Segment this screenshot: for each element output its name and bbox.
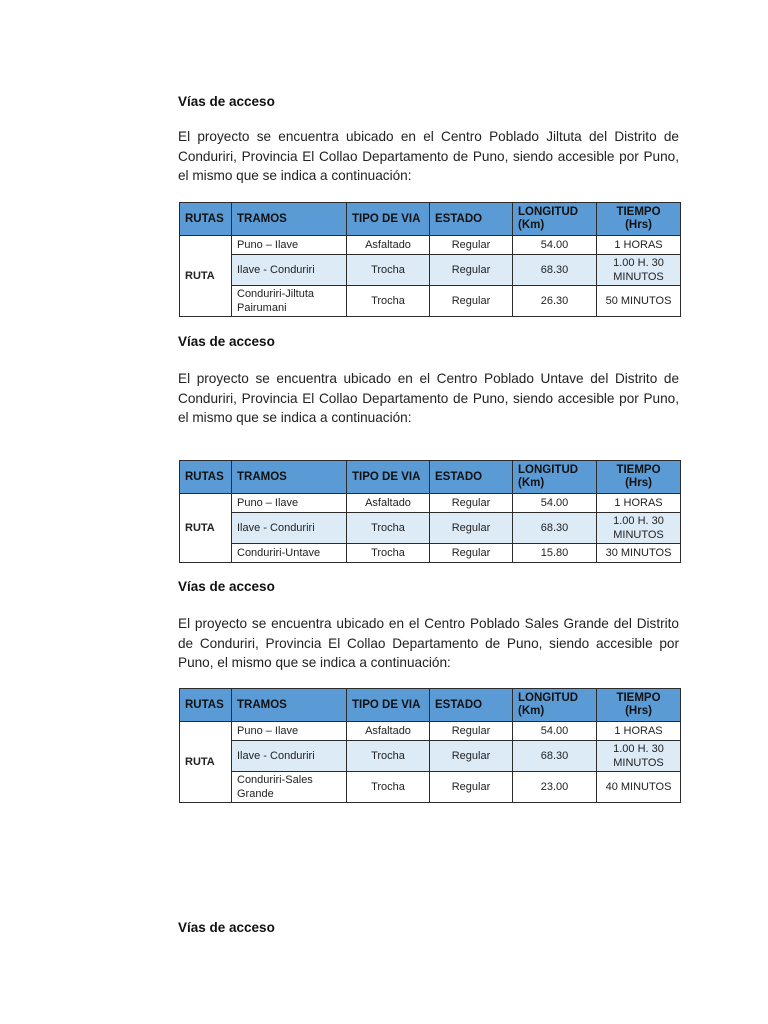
cell-estado: Regular xyxy=(430,741,513,772)
section-paragraph: El proyecto se encuentra ubicado en el Centro Poblado Untave del Distrito de Conduriri, Provincia El Collao Departamento de Puno, siendo accesible por Puno, el mismo que se indica a continuación: xyxy=(178,371,679,425)
section-heading: Vías de acceso xyxy=(178,94,275,109)
header-tiempo: TIEMPO (Hrs) xyxy=(597,203,681,236)
cell-tramo: Ilave - Conduriri xyxy=(232,741,347,772)
routes-table xyxy=(179,688,681,803)
routes-table xyxy=(179,460,681,563)
section-heading: Vías de acceso xyxy=(178,579,275,594)
header-tiempo: TIEMPO (Hrs) xyxy=(597,689,681,722)
header-estado: ESTADO xyxy=(430,461,513,494)
cell-tramo: Puno – Ilave xyxy=(232,722,347,741)
cell-tipo: Trocha xyxy=(347,741,430,772)
table-header-row xyxy=(180,203,681,236)
table-row xyxy=(180,544,681,563)
cell-tiempo: 30 MINUTOS xyxy=(597,544,681,563)
cell-tipo: Trocha xyxy=(347,544,430,563)
cell-longitud: 54.00 xyxy=(513,236,597,255)
cell-longitud: 15.80 xyxy=(513,544,597,563)
header-rutas: RUTAS xyxy=(180,203,232,236)
header-tipo-de-via: TIPO DE VIA xyxy=(347,689,430,722)
table-row xyxy=(180,513,681,544)
header-tiempo: TIEMPO (Hrs) xyxy=(597,461,681,494)
table-header-row xyxy=(180,689,681,722)
cell-longitud: 26.30 xyxy=(513,286,597,317)
routes-table xyxy=(179,202,681,317)
cell-estado: Regular xyxy=(430,494,513,513)
cell-tramo: Puno – Ilave xyxy=(232,494,347,513)
header-tramos: TRAMOS xyxy=(232,461,347,494)
section-heading: Vías de acceso xyxy=(178,334,275,349)
cell-estado: Regular xyxy=(430,544,513,563)
section-paragraph: El proyecto se encuentra ubicado en el Centro Poblado Jiltuta del Distrito de Conduriri, Provincia El Collao Departamento de Puno, siendo accesible por Puno, el mismo que se indica a continuación: xyxy=(178,129,679,183)
header-tipo-de-via: TIPO DE VIA xyxy=(347,203,430,236)
cell-estado: Regular xyxy=(430,255,513,286)
section-heading: Vías de acceso xyxy=(178,920,275,935)
cell-estado: Regular xyxy=(430,286,513,317)
header-estado: ESTADO xyxy=(430,203,513,236)
cell-tiempo: 1.00 H. 30 MINUTOS xyxy=(597,513,681,544)
cell-tramo: Conduriri-Untave xyxy=(232,544,347,563)
header-longitud: LONGITUD (Km) xyxy=(513,689,597,722)
cell-estado: Regular xyxy=(430,513,513,544)
cell-tiempo: 1.00 H. 30 MINUTOS xyxy=(597,741,681,772)
table-row xyxy=(180,722,681,741)
cell-tipo: Trocha xyxy=(347,513,430,544)
table-row xyxy=(180,494,681,513)
cell-longitud: 54.00 xyxy=(513,494,597,513)
header-rutas: RUTAS xyxy=(180,461,232,494)
cell-tiempo: 1 HORAS xyxy=(597,722,681,741)
cell-tipo: Asfaltado xyxy=(347,236,430,255)
cell-tipo: Asfaltado xyxy=(347,494,430,513)
header-tramos: TRAMOS xyxy=(232,203,347,236)
table-row xyxy=(180,236,681,255)
cell-longitud: 68.30 xyxy=(513,513,597,544)
cell-tiempo: 50 MINUTOS xyxy=(597,286,681,317)
header-tramos: TRAMOS xyxy=(232,689,347,722)
section-paragraph: El proyecto se encuentra ubicado en el Centro Poblado Sales Grande del Distrito de Conduriri, Provincia El Collao Departamento de Puno, siendo accesible por Puno, el mismo que se indica a continuación: xyxy=(178,616,679,670)
cell-tiempo: 1 HORAS xyxy=(597,236,681,255)
cell-longitud: 68.30 xyxy=(513,741,597,772)
cell-tramo: Ilave - Conduriri xyxy=(232,255,347,286)
group-label: RUTA xyxy=(180,494,232,563)
cell-tipo: Trocha xyxy=(347,772,430,803)
cell-tiempo: 1.00 H. 30 MINUTOS xyxy=(597,255,681,286)
table-header-row xyxy=(180,461,681,494)
header-rutas: RUTAS xyxy=(180,689,232,722)
header-longitud: LONGITUD (Km) xyxy=(513,203,597,236)
cell-tramo: Puno – Ilave xyxy=(232,236,347,255)
header-longitud: LONGITUD (Km) xyxy=(513,461,597,494)
cell-estado: Regular xyxy=(430,722,513,741)
cell-estado: Regular xyxy=(430,772,513,803)
cell-longitud: 23.00 xyxy=(513,772,597,803)
table-row xyxy=(180,255,681,286)
group-label: RUTA xyxy=(180,236,232,317)
header-estado: ESTADO xyxy=(430,689,513,722)
cell-tipo: Trocha xyxy=(347,286,430,317)
cell-tramo: Conduriri-Jiltuta Pairumani xyxy=(232,286,347,317)
cell-tramo: Ilave - Conduriri xyxy=(232,513,347,544)
cell-tipo: Trocha xyxy=(347,255,430,286)
cell-longitud: 68.30 xyxy=(513,255,597,286)
table-row xyxy=(180,772,681,803)
cell-tramo: Conduriri-Sales Grande xyxy=(232,772,347,803)
cell-tiempo: 40 MINUTOS xyxy=(597,772,681,803)
group-label: RUTA xyxy=(180,722,232,803)
header-tipo-de-via: TIPO DE VIA xyxy=(347,461,430,494)
cell-tiempo: 1 HORAS xyxy=(597,494,681,513)
cell-estado: Regular xyxy=(430,236,513,255)
cell-longitud: 54.00 xyxy=(513,722,597,741)
cell-tipo: Asfaltado xyxy=(347,722,430,741)
table-row xyxy=(180,286,681,317)
table-row xyxy=(180,741,681,772)
